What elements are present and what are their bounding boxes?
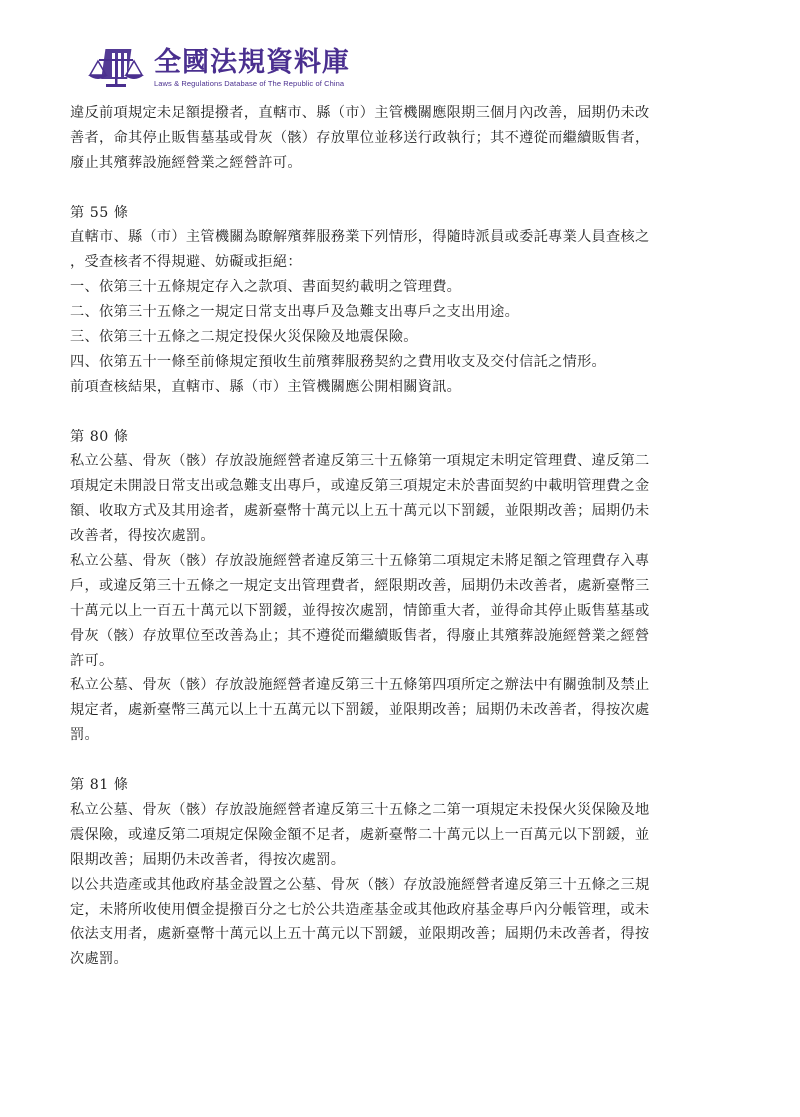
text-line: 前項查核結果，直轄市、縣（市）主管機關應公開相關資訊。 [70, 378, 462, 395]
text-line: 私立公墓、骨灰（骸）存放設施經營者違反第三十五條之二第一項規定未投保火災保險及地 [70, 801, 650, 818]
text-line: 戶，或違反第三十五條之一規定支出管理費者，經限期改善，屆期仍未改善者，處新臺幣三 [70, 577, 650, 594]
text-line: 三、依第三十五條之二規定投保火災保險及地震保險。 [70, 329, 418, 346]
text-line: 規定者，處新臺幣三萬元以上十五萬元以下罰鍰，並限期改善；屆期仍未改善者，得按次處 [70, 702, 650, 719]
text-line: ，受查核者不得規避、妨礙或拒絕： [70, 254, 302, 271]
text-line: 以公共造產或其他政府基金設置之公墓、骨灰（骸）存放設施經營者違反第三十五條之三規 [70, 876, 650, 893]
logo-subtitle: Laws & Regulations Database of The Republic of China [154, 78, 345, 88]
text-line: 違反前項規定未足額提撥者，直轄市、縣（市）主管機關應限期三個月內改善，屆期仍未改 [70, 105, 650, 121]
article-title: 第 55 條 [70, 204, 129, 221]
article-80 [70, 425, 750, 749]
logo-title: 全國法規資料庫 [154, 46, 350, 78]
text-line: 私立公墓、骨灰（骸）存放設施經營者違反第三十五條第四項所定之辦法中有關強制及禁止 [70, 677, 650, 694]
article-title: 第 81 條 [70, 777, 129, 794]
regulation-text [70, 101, 750, 972]
paragraph-block-continuation [70, 101, 750, 176]
text-line: 骨灰（骸）存放單位至改善為止；其不遵從而繼續販售者，得廢止其殯葬設施經營業之經營 [70, 627, 650, 644]
text-line: 項規定未開設日常支出或急難支出專戶，或違反第三項規定未於書面契約中載明管理費之金 [70, 478, 650, 495]
text-line: 罰。 [70, 727, 99, 744]
text-line: 廢止其殯葬設施經營業之經營許可。 [70, 154, 302, 171]
site-logo [86, 40, 350, 96]
text-line: 十萬元以上一百五十萬元以下罰鍰，並得按次處罰，情節重大者，並得命其停止販售墓基或 [70, 602, 650, 619]
text-line: 定，未將所收使用價金提撥百分之七於公共造產基金或其他政府基金專戶內分帳管理，或未 [70, 901, 650, 918]
text-line: 次處罰。 [70, 951, 128, 968]
text-line: 一、依第三十五條規定存入之款項、書面契約載明之管理費。 [70, 279, 462, 296]
text-line: 直轄市、縣（市）主管機關為瞭解殯葬服務業下列情形，得隨時派員或委託專業人員查核之 [70, 229, 650, 246]
text-line: 震保險，或違反第二項規定保險金額不足者，處新臺幣二十萬元以上一百萬元以下罰鍰，並 [70, 826, 650, 843]
article-81 [70, 773, 750, 972]
text-line: 限期改善；屆期仍未改善者，得按次處罰。 [70, 851, 346, 868]
text-line: 依法支用者，處新臺幣十萬元以上五十萬元以下罰鍰，並限期改善；屆期仍未改善者，得按 [70, 926, 650, 943]
text-line: 私立公墓、骨灰（骸）存放設施經營者違反第三十五條第一項規定未明定管理費、違反第二 [70, 453, 650, 470]
scales-of-justice-icon [86, 45, 146, 91]
text-line: 私立公墓、骨灰（骸）存放設施經營者違反第三十五條第二項規定未將足額之管理費存入專 [70, 553, 650, 570]
text-line: 額、收取方式及其用途者，處新臺幣十萬元以上五十萬元以下罰鍰，並限期改善；屆期仍未 [70, 503, 650, 520]
text-line: 四、依第五十一條至前條規定預收生前殯葬服務契約之費用收支及交付信託之情形。 [70, 353, 607, 370]
article-55 [70, 201, 750, 400]
text-line: 改善者，得按次處罰。 [70, 528, 215, 545]
text-line: 二、依第三十五條之一規定日常支出專戶及急難支出專戶之支出用途。 [70, 304, 520, 321]
text-line: 善者，命其停止販售墓基或骨灰（骸）存放單位並移送行政執行；其不遵從而繼續販售者， [70, 129, 650, 146]
article-title: 第 80 條 [70, 428, 129, 445]
text-line: 許可。 [70, 652, 114, 669]
